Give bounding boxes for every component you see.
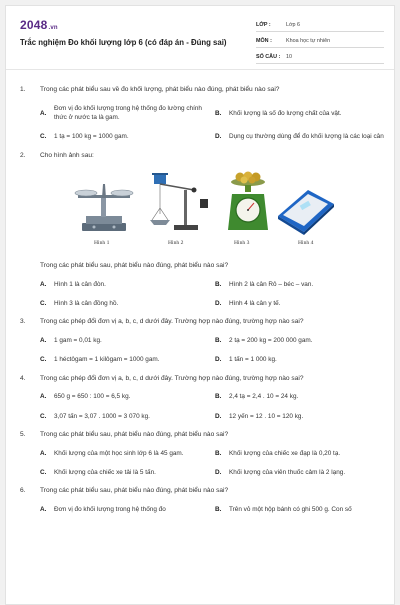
meta-key: MÔN : [256, 38, 272, 44]
meta-value: 10 [286, 54, 292, 60]
meta-row-count [256, 48, 384, 64]
question-5 [6, 431, 395, 477]
page-title: Trắc nghiệm Đo khối lượng lớp 6 (có đáp án - Đúng sai) [20, 38, 227, 47]
questions-list [6, 76, 395, 515]
question-text: Trong các phát biểu sau, phát biểu nào đúng, phát biểu nào sai? [40, 430, 229, 438]
option-d[interactable]: D. Hình 4 là cân y tế. [215, 299, 281, 307]
question-2 [6, 152, 395, 308]
option-d[interactable]: D. Khối lượng của viên thuốc cảm là 2 lạng. [215, 469, 346, 477]
question-text: Trong các phát biểu sau về đo khối lượng, phát biểu nào đúng, phát biểu nào sai? [40, 86, 280, 93]
option-a[interactable]: A. Đơn vị đo khối lượng trong hệ thống đo lường chính thức ở nước ta là gam. [40, 104, 202, 122]
question-number: 4. [20, 374, 26, 382]
question-number: 2. [20, 151, 26, 159]
options-grid [20, 104, 384, 142]
question-number: 3. [20, 318, 26, 326]
meta-key: SỐ CÂU : [256, 54, 281, 60]
question-stem [20, 152, 384, 161]
beam-balance-image [150, 173, 208, 230]
question-stem [20, 375, 384, 384]
worksheet-header [6, 6, 394, 70]
question-number: 5. [20, 430, 26, 438]
figure-caption: Hình 1 [94, 239, 110, 246]
worksheet-page [5, 5, 395, 605]
option-a[interactable]: A. Khối lượng của một học sinh lớp 6 là 45 gam. [40, 449, 184, 457]
option-b[interactable]: B. Trên vỏ một hộp bánh có ghi 500 g. Con số [215, 506, 352, 514]
meta-row-subject [256, 32, 384, 48]
option-b[interactable]: B. Khối lượng của chiếc xe đạp là 0,20 tạ. [215, 449, 341, 457]
question-number: 6. [20, 487, 26, 495]
option-b[interactable]: B. Khối lượng là số đo lượng chất của vật. [215, 109, 342, 117]
question-text: Trong các phát biểu sau, phát biểu nào đúng, phát biểu nào sai? [40, 487, 229, 495]
meta-value: Lớp 6 [286, 22, 301, 28]
question-4 [6, 375, 395, 421]
question-stem [20, 86, 384, 95]
option-b[interactable]: B. 2,4 tạ = 2,4 . 10 = 24 kg. [215, 393, 299, 401]
figure-captions [72, 240, 340, 252]
option-c[interactable]: C. Khối lượng của chiếc xe tải là 5 tấn. [40, 469, 156, 477]
question-number: 1. [20, 86, 26, 93]
option-b[interactable]: B. Hình 2 là cân Rô – béc – van. [215, 280, 314, 288]
figure-caption: Hình 4 [298, 239, 314, 246]
option-b[interactable]: B. 2 tạ = 200 kg = 200 000 gam. [215, 336, 313, 344]
worksheet-meta [256, 16, 384, 64]
option-d[interactable]: D. 1 tấn = 1 000 kg. [215, 356, 277, 364]
option-c[interactable]: C. 3,07 tấn = 3,07 . 1000 = 3 070 kg. [40, 412, 150, 420]
options-grid [20, 336, 384, 365]
question-text: Trong các phép đổi đơn vị a, b, c, d dưới đây. Trường hợp nào đúng, trường hợp nào sai? [40, 318, 304, 326]
option-c[interactable]: C. 1 tạ = 100 kg = 1000 gam. [40, 133, 129, 141]
site-logo[interactable]: 2048.vn [20, 18, 58, 32]
option-d[interactable]: D. Dụng cụ thường dùng để đo khối lượng là các loại cân [215, 133, 384, 141]
option-d[interactable]: D. 12 yến = 12 . 10 = 120 kg. [215, 412, 304, 420]
question-1 [6, 86, 395, 142]
option-a[interactable]: A. Đơn vị đo khối lượng trong hệ thống đo [40, 506, 166, 514]
question-subtext: Trong các phát biểu sau, phát biểu nào đúng, phát biểu nào sai? [40, 261, 229, 269]
question-stem [20, 487, 384, 496]
option-a[interactable]: A. 650 g = 650 : 100 = 6,5 kg. [40, 393, 131, 401]
meta-row-class [256, 16, 384, 32]
question-3 [6, 318, 395, 364]
option-a[interactable]: A. 1 gam = 0,01 kg. [40, 336, 102, 344]
question-stem [20, 318, 384, 327]
question-6 [6, 487, 395, 514]
question-stem [20, 431, 384, 440]
scales-figure [72, 170, 340, 236]
options-grid [20, 392, 384, 421]
bathroom-scale-image [278, 190, 334, 235]
options-grid [20, 280, 384, 309]
meta-value: Khoa học tự nhiên [286, 38, 331, 44]
option-c[interactable]: C. 1 héctôgam = 1 kilôgam = 1000 gam. [40, 356, 160, 364]
question-text: Cho hình ảnh sau: [40, 151, 94, 159]
meta-key: LỚP : [256, 22, 271, 28]
question-text: Trong các phép đổi đơn vị a, b, c, d dưới đây. Trường hợp nào đúng, trường hợp nào sai? [40, 374, 304, 382]
options-grid [20, 449, 384, 478]
roberval-balance-image [75, 184, 133, 231]
dial-scale-image [228, 171, 268, 230]
figure-caption: Hình 3 [234, 239, 250, 246]
figure-caption: Hình 2 [168, 239, 184, 246]
options-grid [20, 505, 384, 514]
option-a[interactable]: A. Hình 1 là cân đòn. [40, 280, 106, 288]
option-c[interactable]: C. Hình 3 là cân đồng hồ. [40, 299, 119, 307]
